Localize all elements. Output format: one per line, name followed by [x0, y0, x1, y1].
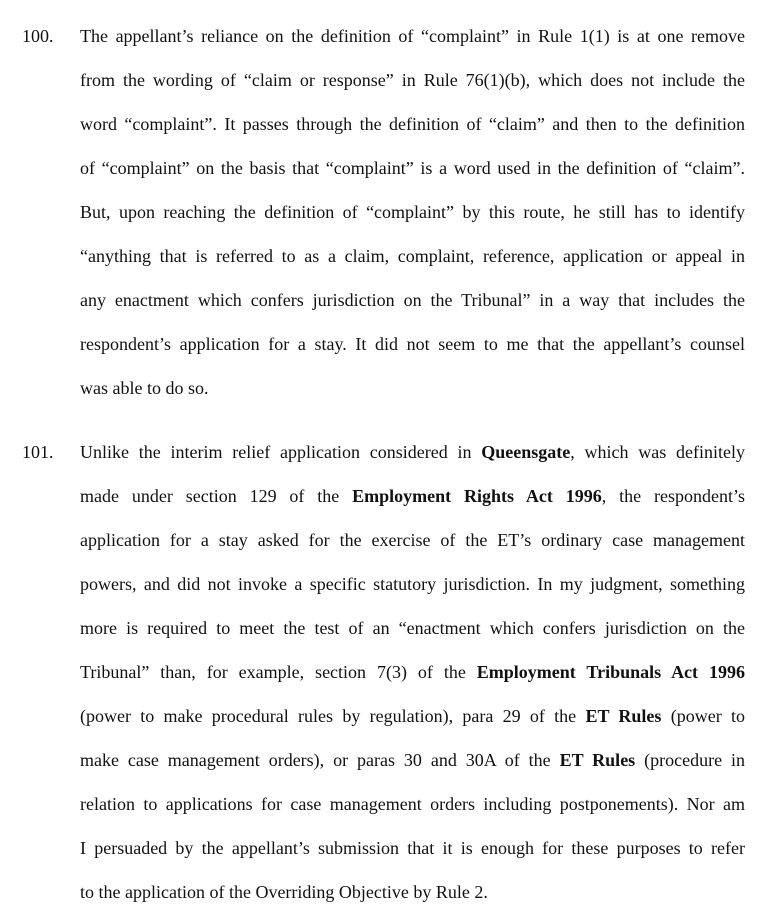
text-segment: of “complaint” on the basis that “complaint” is a word used in the definition of “claim”.	[80, 158, 745, 178]
text-line	[80, 25, 745, 47]
paragraph-number: 100.	[22, 26, 54, 46]
text-segment: I persuaded by the appellant’s submission that it is enough for these purposes to refer	[80, 838, 745, 858]
statute-name: Employment Tribunals Act 1996	[476, 662, 745, 682]
text-segment: made under section 129 of the	[80, 486, 353, 506]
text-segment: to the application of the Overriding Objective by Rule 2.	[80, 882, 488, 902]
text-segment: application for a stay asked for the exercise of the ET’s ordinary case management	[80, 530, 745, 550]
rules-name: ET Rules	[559, 750, 636, 770]
text-line	[80, 661, 745, 683]
text-segment: The appellant’s reliance on the definition of “complaint” in Rule 1(1) is at one remove	[80, 26, 745, 46]
text-segment: from the wording of “claim or response” in Rule 76(1)(b), which does not include the	[80, 70, 745, 90]
text-line	[80, 793, 745, 815]
text-line	[80, 529, 745, 551]
text-segment: more is required to meet the test of an “enactment which confers jurisdiction on the	[80, 618, 745, 638]
text-line	[80, 881, 745, 903]
text-segment: was able to do so.	[80, 378, 209, 398]
text-segment: “anything that is referred to as a claim, complaint, reference, application or appeal in	[80, 246, 745, 266]
text-segment: powers, and did not invoke a specific statutory jurisdiction. In my judgment, something	[80, 574, 745, 594]
text-line	[80, 333, 745, 355]
text-segment: relation to applications for case management orders including postponements). Nor am	[80, 794, 745, 814]
text-segment: (power to	[661, 706, 745, 726]
text-line	[80, 113, 745, 135]
text-line	[80, 485, 745, 507]
paragraph-number: 101.	[22, 442, 54, 462]
text-segment: (procedure in	[635, 750, 745, 770]
text-segment: Unlike the interim relief application considered in	[80, 442, 482, 462]
text-segment: But, upon reaching the definition of “complaint” by this route, he still has to identify	[80, 202, 745, 222]
text-segment: make case management orders), or paras 30 and 30A of the	[80, 750, 560, 770]
text-line	[80, 289, 745, 311]
text-segment: word “complaint”. It passes through the definition of “claim” and then to the definition	[80, 114, 745, 134]
text-segment: any enactment which confers jurisdiction on the Tribunal” in a way that includes the	[80, 290, 745, 310]
text-line	[80, 157, 745, 179]
text-segment: , which was definitely	[570, 442, 745, 462]
text-line	[80, 705, 745, 727]
text-line	[80, 749, 745, 771]
text-segment: Tribunal” than, for example, section 7(3) of the	[80, 662, 477, 682]
statute-name: Employment Rights Act 1996	[352, 486, 602, 506]
rules-name: ET Rules	[585, 706, 662, 726]
text-segment: (power to make procedural rules by regulation), para 29 of the	[80, 706, 586, 726]
text-line	[80, 441, 745, 463]
text-line	[80, 617, 745, 639]
text-line	[80, 377, 745, 399]
text-line	[80, 837, 745, 859]
text-line	[80, 69, 745, 91]
case-name: Queensgate	[481, 442, 571, 462]
text-line	[80, 573, 745, 595]
text-segment: respondent’s application for a stay. It did not seem to me that the appellant’s counsel	[80, 334, 745, 354]
text-line	[80, 245, 745, 267]
text-line	[80, 201, 745, 223]
text-segment: , the respondent’s	[601, 486, 746, 506]
